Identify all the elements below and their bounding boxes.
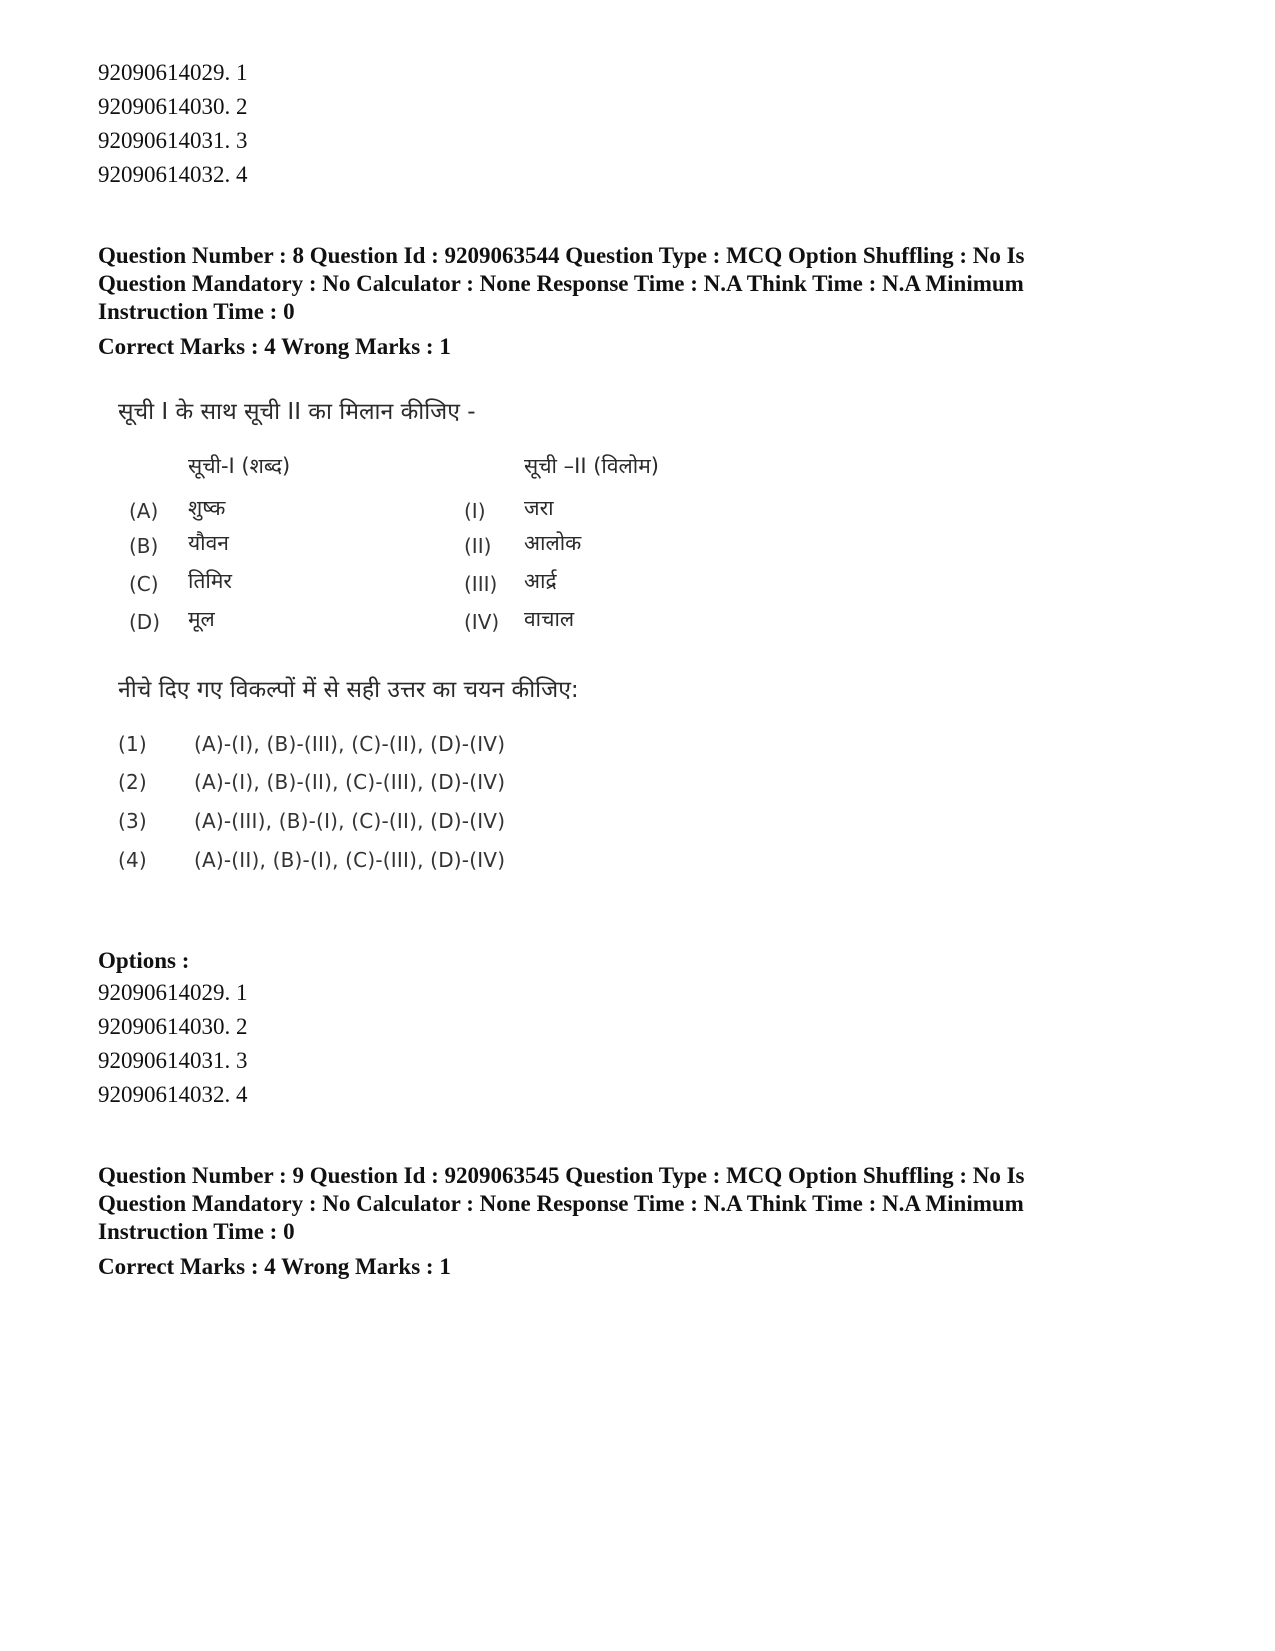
list1-label: (C) xyxy=(129,572,159,596)
choice-text: (A)-(II), (B)-(I), (C)-(III), (D)-(IV) xyxy=(194,848,506,872)
option-line: 92090614029. 1 xyxy=(98,60,248,85)
list1-label: (D) xyxy=(129,610,161,634)
q8-options-label: Options : xyxy=(98,948,190,973)
option-line: 92090614030. 2 xyxy=(98,94,248,119)
choice-text: (A)-(I), (B)-(III), (C)-(II), (D)-(IV) xyxy=(194,732,506,756)
q8-meta xyxy=(98,242,1025,326)
choice-number: (1) xyxy=(118,732,147,756)
list1-word: यौवन xyxy=(188,531,229,555)
list2-label: (IV) xyxy=(464,610,500,634)
list2-word: जरा xyxy=(524,496,554,520)
list1-word: तिमिर xyxy=(188,569,232,593)
q8-meta-line: Instruction Time : 0 xyxy=(98,299,295,324)
list2-word: आर्द्र xyxy=(524,569,557,593)
list1-word: मूल xyxy=(188,607,215,631)
q8-marks: Correct Marks : 4 Wrong Marks : 1 xyxy=(98,334,451,359)
q8-select-instruction: नीचे दिए गए विकल्पों में से सही उत्तर का चयन कीजिए: xyxy=(118,677,579,703)
option-line: 92090614030. 2 xyxy=(98,1014,248,1039)
option-line: 92090614031. 3 xyxy=(98,128,248,153)
list2-label: (II) xyxy=(464,534,492,558)
choice-number: (3) xyxy=(118,809,147,833)
q9-meta xyxy=(98,1162,1025,1246)
choice-text: (A)-(I), (B)-(II), (C)-(III), (D)-(IV) xyxy=(194,770,506,794)
option-line: 92090614032. 4 xyxy=(98,162,248,187)
list1-header: सूची-I (शब्द) xyxy=(188,454,291,478)
option-line: 92090614029. 1 xyxy=(98,980,248,1005)
list2-word: आलोक xyxy=(524,531,582,555)
q9-meta-line: Instruction Time : 0 xyxy=(98,1219,295,1244)
choice-number: (4) xyxy=(118,848,147,872)
option-line: 92090614032. 4 xyxy=(98,1082,248,1107)
list1-label: (B) xyxy=(129,534,159,558)
q8-meta-line: Question Number : 8 Question Id : 9209063544 Question Type : MCQ Option Shuffling : No Is xyxy=(98,243,1025,268)
list2-label: (I) xyxy=(464,499,486,523)
list1-label: (A) xyxy=(129,499,159,523)
choice-text: (A)-(III), (B)-(I), (C)-(II), (D)-(IV) xyxy=(194,809,506,833)
list2-label: (III) xyxy=(464,572,498,596)
option-line: 92090614031. 3 xyxy=(98,1048,248,1073)
q8-instruction: सूची I के साथ सूची II का मिलान कीजिए - xyxy=(118,399,476,425)
q8-meta-line: Question Mandatory : No Calculator : None Response Time : N.A Think Time : N.A Minimum xyxy=(98,271,1024,296)
choice-number: (2) xyxy=(118,770,147,794)
q9-meta-line: Question Mandatory : No Calculator : None Response Time : N.A Think Time : N.A Minimum xyxy=(98,1191,1024,1216)
list2-word: वाचाल xyxy=(524,607,575,631)
list1-word: शुष्क xyxy=(188,496,226,520)
q9-meta-line: Question Number : 9 Question Id : 9209063545 Question Type : MCQ Option Shuffling : No Is xyxy=(98,1163,1025,1188)
list2-header: सूची –II (विलोम) xyxy=(524,454,659,478)
q9-marks: Correct Marks : 4 Wrong Marks : 1 xyxy=(98,1254,451,1279)
